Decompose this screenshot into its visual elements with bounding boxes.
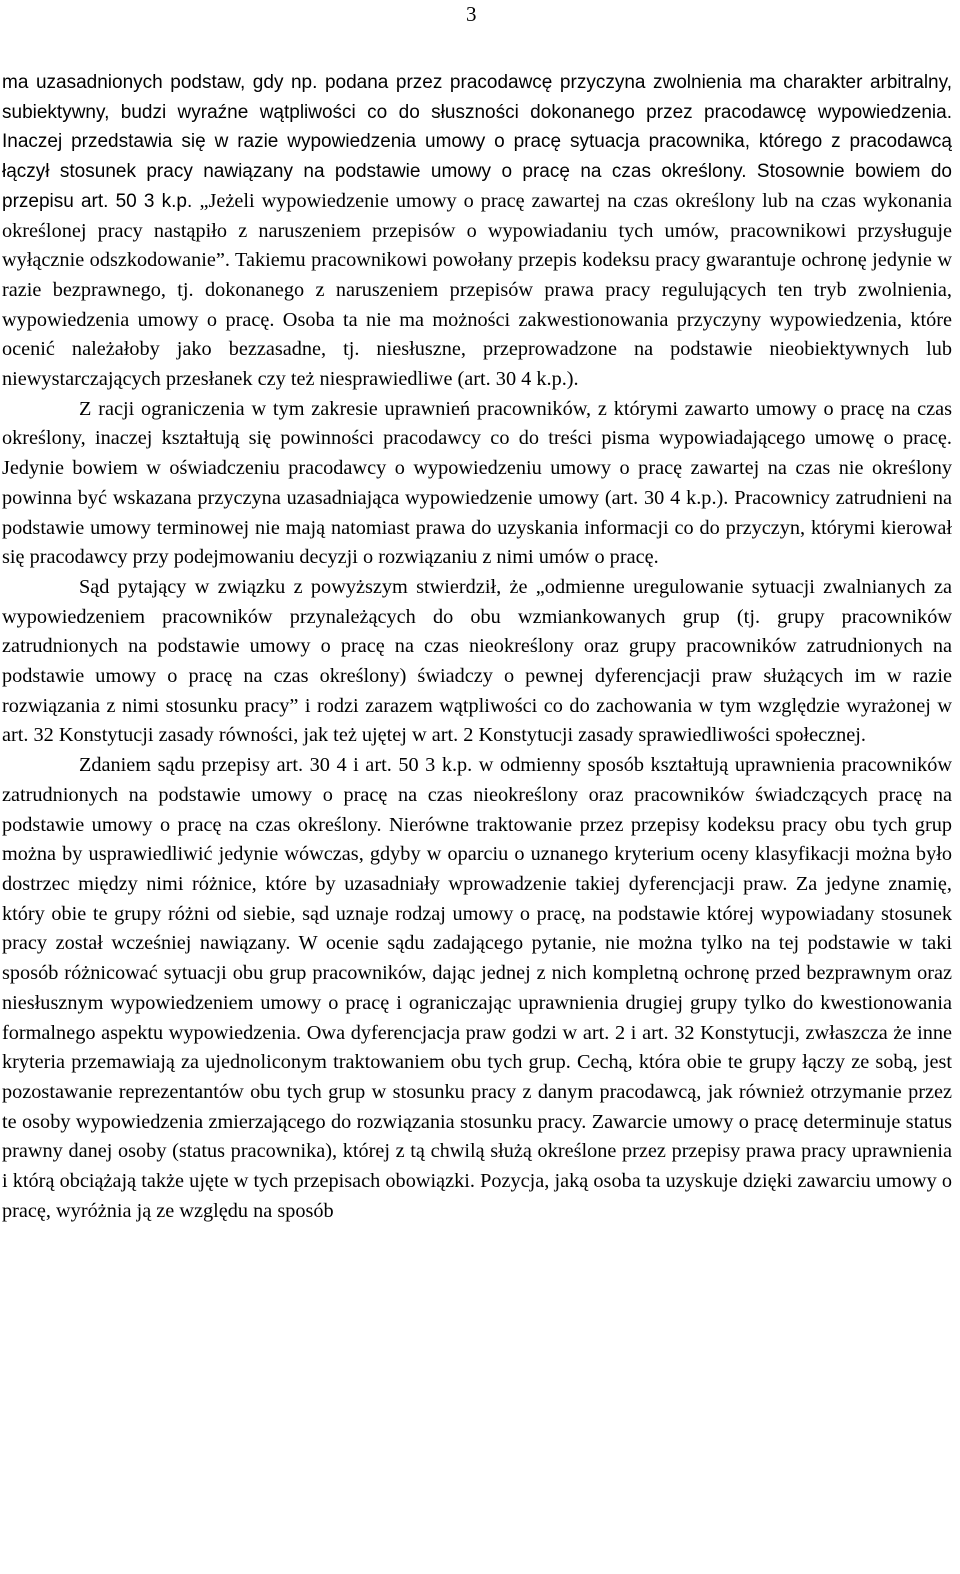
- paragraph: [2, 573, 952, 751]
- paragraph: [2, 751, 952, 1226]
- paragraph: [2, 395, 952, 573]
- paragraph-text: Z racji ograniczenia w tym zakresie uprawnień pracowników, z którymi zawarto umowy o pracę na czas określony, inaczej kształtują się powinności pracodawcy co do treści pisma wypowiadającego umowę o pracę. Jedynie bowiem w oświadczeniu pracodawcy o wypowiedzeniu umowy o pracę zawartej na czas nie określony powinna być wskazana przyczyna uzasadniająca wypowiedzenie umowy (art. 30 4 k.p.). Pracownicy zatrudnieni na podstawie umowy terminowej nie mają natomiast prawa do uzyskania informacji co do przyczyn, którymi kierował się pracodawcy przy podejmowaniu decyzji o rozwiązaniu z nimi umów o pracę.: [2, 397, 952, 569]
- paragraph-text: „Jeżeli wypowiedzenie umowy o pracę zawartej na czas określony lub na czas wykonania określonej pracy nastąpiło z naruszeniem przepisów o wypowiadaniu tych umów, pracownikowi przysługuje wyłącznie odszkodowanie”. Takiemu pracownikowi powołany przepis kodeksu pracy gwarantuje ochronę jedynie w razie bezprawnego, tj. dokonanego z naruszeniem przepisów prawa pracy regulujących ten tryb zwolnienia, wypowiedzenia umowy o pracę. Osoba ta nie ma możności zakwestionowania przyczyny wypowiedzenia, które ocenić należałoby jako bezzasadne, tj. niesłuszne, przeprowadzone na podstawie nieobiektywnych lub niewystarczających przesłanek czy też niesprawiedliwe (art. 30 4 k.p.).: [2, 189, 952, 391]
- paragraph-text: Sąd pytający w związku z powyższym stwierdził, że „odmienne uregulowanie sytuacji zwalnianych za wypowiedzeniem pracowników przynależących do obu wzmiankowanych grup (tj. grupy pracowników zatrudnionych na podstawie umowy o pracę na czas nieokreślony oraz grupy pracowników zatrudnionych na podstawie umowy o pracę na czas określony) świadczy o pewnej dyferencjacji praw służących im w razie rozwiązania z nimi stosunku pracy” i rodzi zarazem wątpliwości co do zachowania w tym względzie wyrażonej w art. 32 Konstytucji zasady równości, jak też ujętej w art. 2 Konstytucji zasady sprawiedliwości społecznej.: [2, 575, 952, 747]
- document-body: [2, 68, 952, 1226]
- paragraph: [2, 68, 952, 395]
- page-number: 3: [466, 2, 477, 26]
- paragraph-text: Zdaniem sądu przepisy art. 30 4 i art. 50 3 k.p. w odmienny sposób kształtują uprawnienia pracowników zatrudnionych na podstawie umowy o pracę na czas nieokreślony oraz pracowników świadczących pracę na podstawie umowy o pracę na czas określony. Nierówne traktowanie przez przepisy kodeksu pracy obu tych grup można by usprawiedliwić jedynie wówczas, gdyby w oparciu o uznanego kryterium oceny klasyfikacji można było dostrzec między nimi różnice, które by uzasadniały wprowadzenie takiej dyferencjacji praw. Za jedyne znamię, który obie te grupy różni od siebie, sąd uznaje rodzaj umowy o pracę, na podstawie której wypowiadany stosunek pracy został wcześniej nawiązany. W ocenie sądu zadającego pytanie, nie można tylko na tej podstawie w taki sposób różnicować sytuacji obu grup pracowników, dając jednej z nich kompletną ochronę przed bezprawnym oraz niesłusznym wypowiedzeniem umowy o pracę i ograniczając uprawnienia drugiej grupy tylko do kwestionowania formalnego aspektu wypowiedzenia. Owa dyferencjacja praw godzi w art. 2 i art. 32 Konstytucji, zwłaszcza że inne kryteria przemawiają za ujednoliconym traktowaniem obu tych grup. Cechą, która obie te grupy łączy ze sobą, jest pozostawanie reprezentantów obu tych grup w stosunku pracy z danym pracodawcą, jak również otrzymanie przez te osoby wypowiedzenia zmierzającego do rozwiązania stosunku pracy. Zawarcie umowy o pracę determinuje status prawny danej osoby (status pracownika), której z tą chwilą służą określone przez przepisy prawa pracy uprawnienia i którą obciążają także ujęte w tych przepisach obowiązki. Pozycja, jaką osoba ta uzyskuje dzięki zawarciu umowy o pracę, wyróżnia ją ze względu na sposób: [2, 754, 952, 1222]
- paragraph-text: ma uzasadnionych podstaw, gdy np. podana przez pracodawcę przyczyna zwolnienia ma charakter arbitralny, subiektywny, budzi wyraźne wątpliwości co do słuszności dokonanego przez pracodawcę wypowiedzenia. Inaczej przedstawia się w razie wypowiedzenia umowy o pracę sytuacja pracownika, którego z pracodawcą łączył stosunek pracy nawiązany na podstawie umowy o pracę na czas określony. Stosownie bowiem do przepisu art. 50 3 k.p.: [2, 72, 952, 212]
